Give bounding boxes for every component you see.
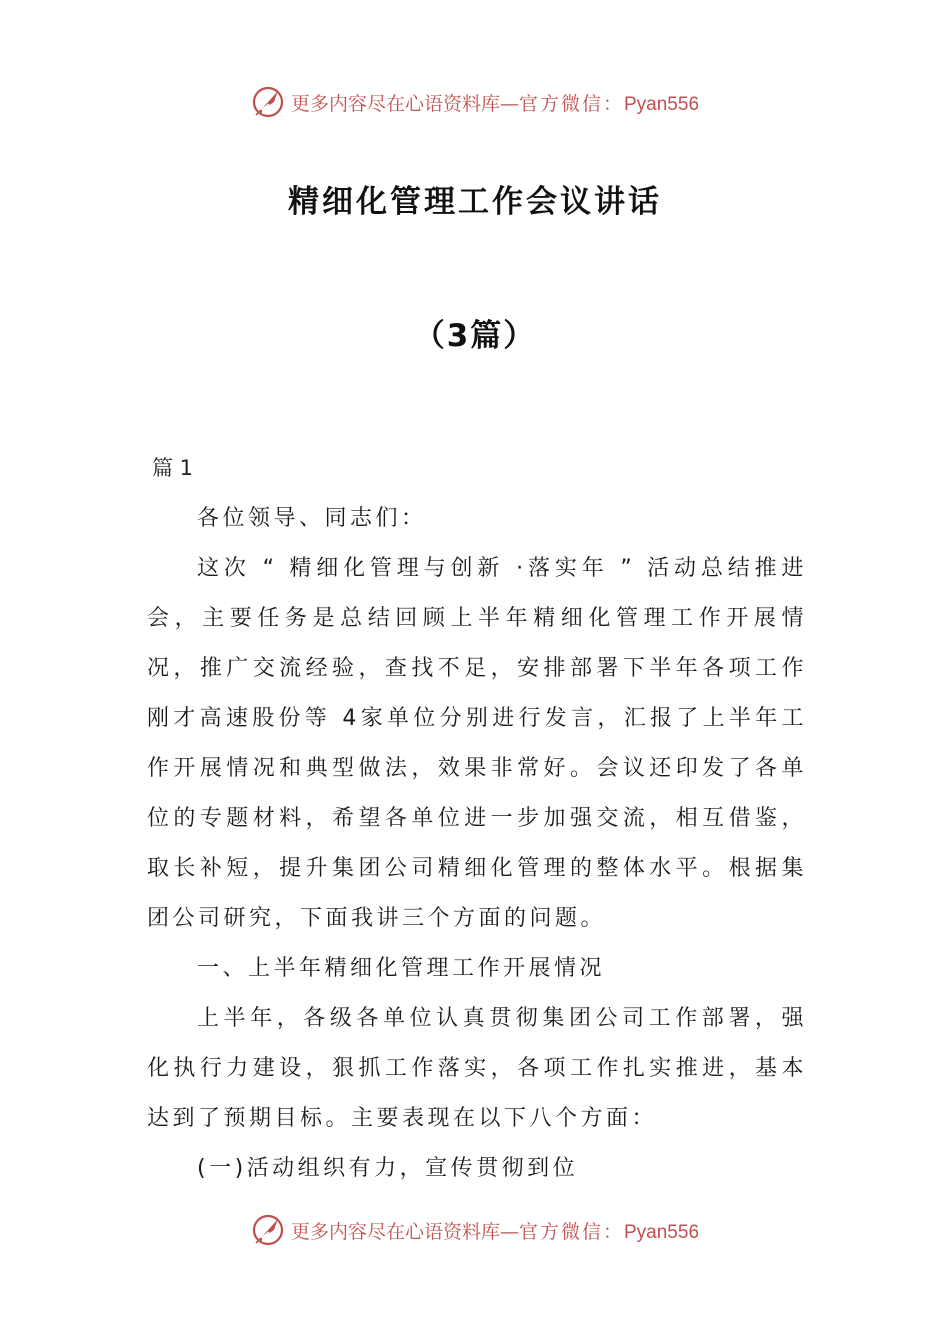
document-title: 精细化管理工作会议讲话 [288, 184, 662, 220]
document-body [147, 494, 807, 1194]
header-watermark [0, 84, 950, 120]
summary-paragraph: 上半年，各级各单位认真贯彻集团公司工作部署，强化执行力建设，狠抓工作落实，各项工作扎实推进，基本达到了预期目标。主要表现在以下八个方面： [147, 1006, 807, 1131]
watermark-site-text: 更多内容尽在心语资料库 [290, 1220, 500, 1243]
watermark-wechat-id: Pyan556 [624, 93, 700, 115]
intro-paragraph: 这次 “ 精细化管理与创新 ·落实年 ” 活动总结推进会，主要任务是总结回顾上半年精细化管理工作开展情况，推广交流经验，查找不足，安排部署下半年各项工作刚才高速股份等 4家单位分别进行发言，汇报了上半年工作开展情况和典型做法，效果非常好。会议还印发了各单位的专题材料，希望各单位进一步加强交流，相互借鉴，取长补短，提升集团公司精细化管理的整体水平。根据集团公司研究，下面我讲三个方面的问题。 [147, 556, 807, 931]
watermark-separator: — [499, 1220, 519, 1243]
section-heading: 一、上半年精细化管理工作开展情况 [197, 956, 606, 981]
footer-watermark [0, 1212, 950, 1248]
quill-logo-icon [251, 85, 285, 119]
document-subtitle: （3篇） [413, 318, 537, 354]
greeting-paragraph: 各位领导、同志们： [197, 506, 427, 531]
watermark-wechat-label: 官方微信： [518, 1220, 624, 1243]
watermark-text [291, 1217, 699, 1244]
subheading: (一)活动组织有力，宣传贯彻到位 [197, 1156, 579, 1181]
quill-logo-icon [251, 1213, 285, 1247]
watermark-site-text: 更多内容尽在心语资料库 [290, 92, 500, 115]
watermark-separator: — [499, 92, 519, 115]
section-label: 篇 1 [152, 456, 194, 480]
watermark-wechat-id: Pyan556 [624, 1221, 700, 1243]
watermark-text [291, 89, 699, 116]
watermark-wechat-label: 官方微信： [518, 92, 624, 115]
